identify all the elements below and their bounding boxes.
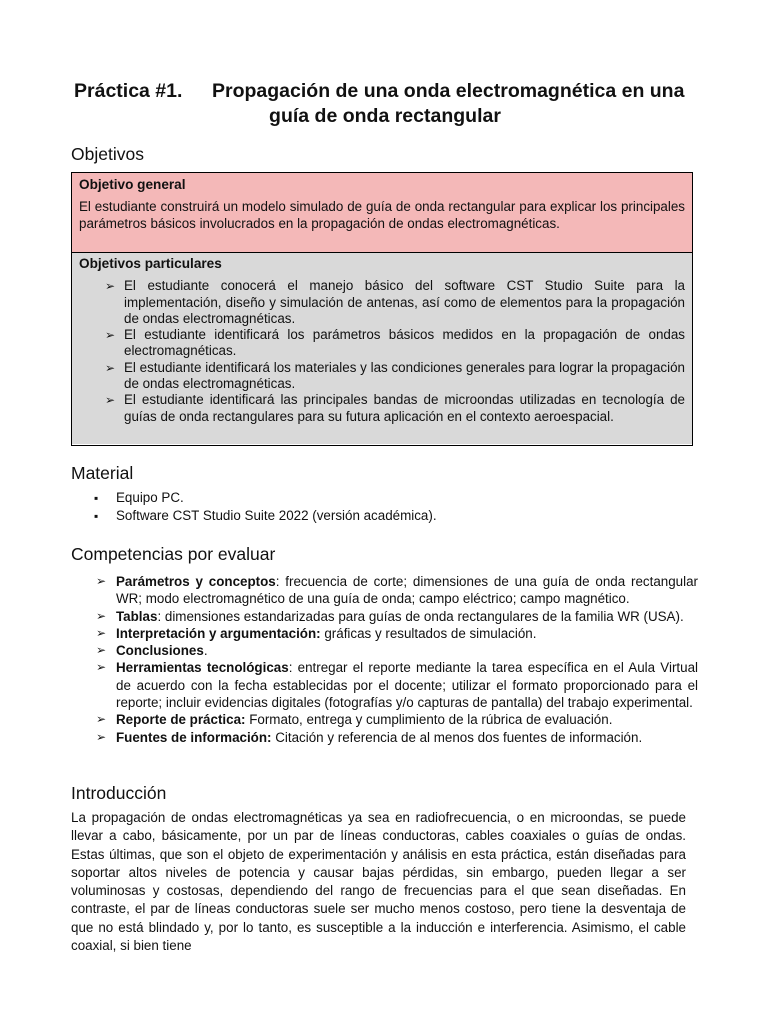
objectives-table [71,172,693,446]
competencia-text: : entregar el reporte mediante la tarea específica en el Aula Virtual de acuerdo con la fecha establecidas por el docente; utilizar el formato proporcionado para el reporte; incluir evidencias digitales (fotografías y/o capturas de pantalla) del trabajo experimental. [116,660,699,711]
competencia-text: : frecuencia de corte; dimensiones de una guía de onda rectangular WR; modo electromagnético de una guía de onda; campo eléctrico; campo magnético. [116,574,698,607]
particular-objective-item: ➢ El estudiante conocerá el manejo básico del software CST Studio Suite para la implementación, diseño y simulación de antenas, así como de elementos para la propagación de ondas electromagnéticas. [105,278,685,327]
practice-title [60,79,710,129]
particular-objective-item: ➢ El estudiante identificará los materiales y las condiciones generales para lograr la propagación de ondas electromagnéticas. [105,360,685,393]
competencia-text: Citación y referencia de al menos dos fuentes de información. [271,729,643,745]
competencia-term: Fuentes de información: [116,729,272,745]
competencia-term: Reporte de práctica: [116,712,246,728]
competencia-term: Interpretación y argumentación: [116,625,321,641]
material-heading: Material [71,463,134,483]
title-text-1: Propagación de una onda electromagnética en una [212,80,685,102]
competencia-term: Conclusiones [116,643,204,659]
competencia-term: Tablas [116,608,158,624]
competencia-item [94,625,698,642]
competencia-item [94,711,698,728]
introduccion-paragraph: La propagación de ondas electromagnéticas ya sea en radiofrecuencia, o en microondas, se puede llevar a cabo, básicamente, por un par de líneas conductoras, cables coaxiales o guías de ondas. Estas últimas, que son el objeto de experimentación y análisis en esta práctica, están diseñadas para soportar altos niveles de potencia y causar bajas pérdidas, sin embargo, pueden llegar a ser voluminosas y costosas, dependiendo del rango de frecuencias para el que sean diseñadas. En contraste, el par de líneas conductoras suele ser mucho menos costoso, pero tiene la desventaja de que no está blindado y, por lo tanto, es susceptible a la inducción e interferencia. Asimismo, el cable coaxial, si bien tiene [71,810,686,954]
particular-objectives-cell [72,253,692,444]
practice-number: Práctica #1. [74,80,183,102]
particular-objective-item: ➢ El estudiante identificará los parámetros básicos medidos en la propagación de ondas electromagnéticas. [105,327,685,360]
competencias-heading: Competencias por evaluar [71,544,276,564]
competencia-item [94,729,698,746]
particular-objective-item: ➢ El estudiante identificará las principales bandas de microondas utilizadas en tecnología de guías de onda rectangulares para su futura aplicación en el contexto aeroespacial. [105,392,685,425]
competencias-list [94,573,698,746]
competencia-item [94,573,698,608]
competencia-item [94,608,698,625]
material-item: ▪ Software CST Studio Suite 2022 (versión académica). [94,507,437,525]
general-objective-heading: Objetivo general [79,177,186,192]
competencia-text: . [203,643,208,659]
competencia-text: Formato, entrega y cumplimiento de la rúbrica de evaluación. [245,712,613,728]
competencia-item [94,659,698,711]
material-list [94,489,437,525]
competencia-term: Herramientas tecnológicas [116,660,289,676]
particular-objectives-heading: Objetivos particulares [79,256,222,271]
competencia-text: gráficas y resultados de simulación. [320,625,537,641]
general-objective-cell [72,173,692,253]
introduccion-heading: Introducción [71,783,167,803]
competencia-item [94,642,698,659]
title-line-2: guía de onda rectangular [269,105,501,127]
material-item: ▪ Equipo PC. [94,489,437,507]
particular-objectives-list [79,278,685,425]
competencia-term: Parámetros y conceptos [116,574,276,589]
general-objective-text: El estudiante construirá un modelo simulado de guía de onda rectangular para explicar los principales parámetros básicos involucrados en la propagación de ondas electromagnéticas. [79,199,685,231]
objetivos-heading: Objetivos [71,144,144,164]
title-line-1 [60,79,710,104]
competencia-text: : dimensiones estandarizadas para guías de onda rectangulares de la familia WR (USA). [157,608,684,624]
